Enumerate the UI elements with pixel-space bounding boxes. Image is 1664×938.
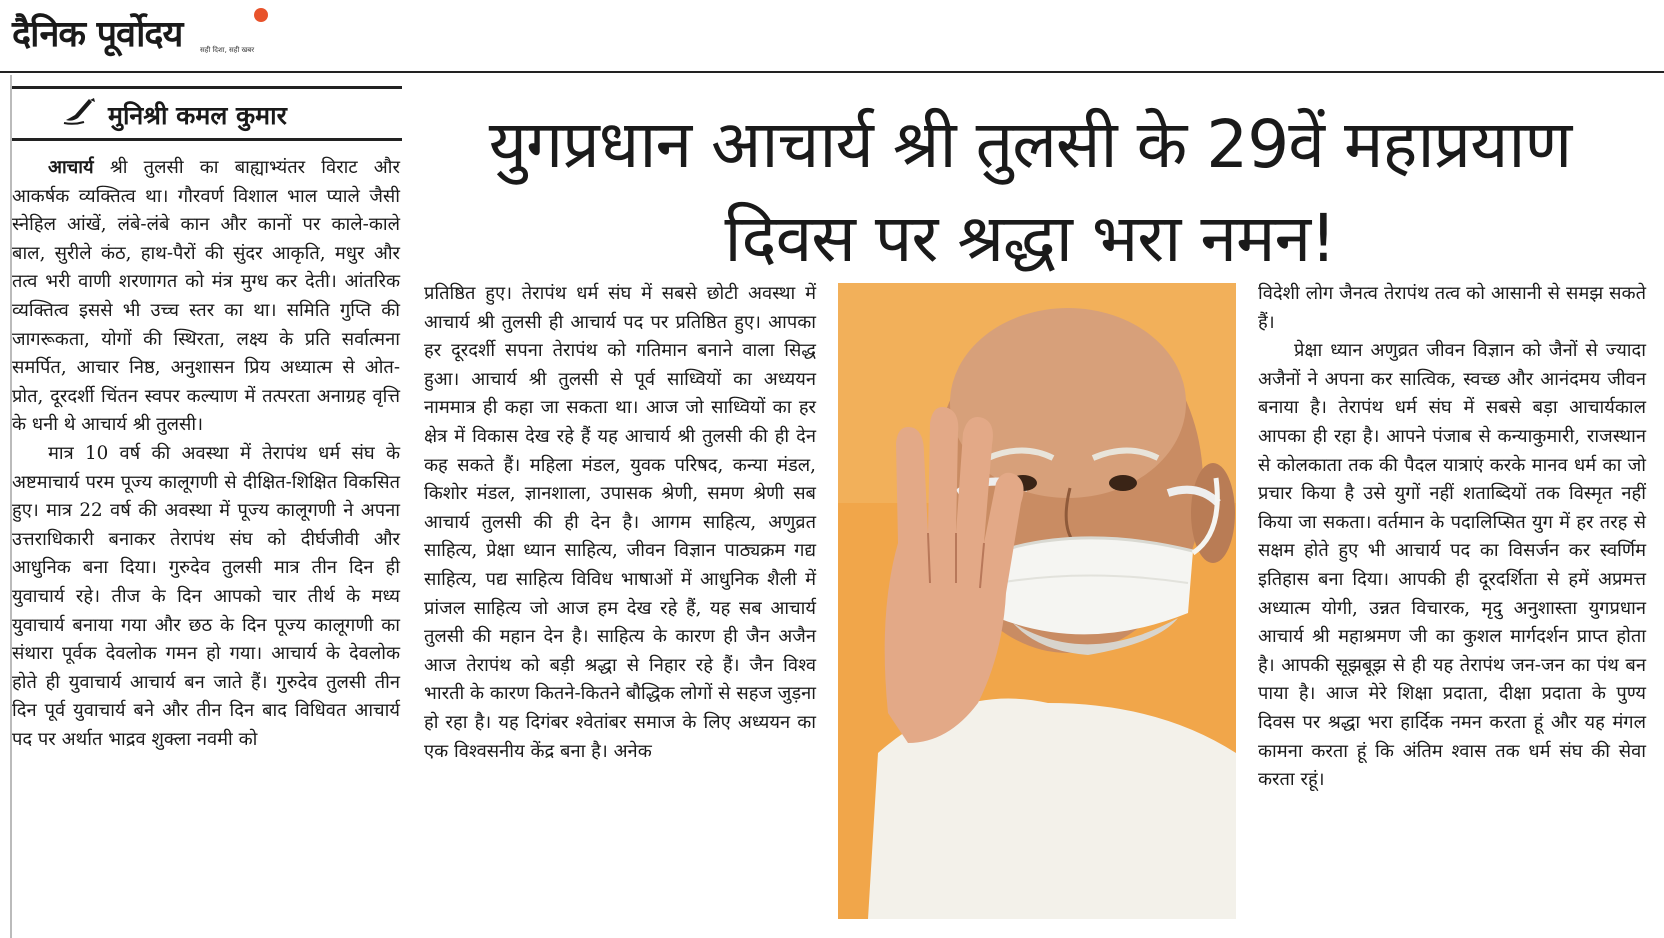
paragraph-5: प्रेक्षा ध्यान अणुव्रत जीवन विज्ञान को जैनों से ज्यादा अजैनों ने अपना कर सात्विक, स्वच्छ और आनंदमय जीवन बनाया है। तेरापंथ धर्म संघ में सबसे बड़ा आचार्यकाल आपका ही रहा है। आपने पंजाब से कन्याकुमारी, राजस्थान से कोलकाता तक की पैदल यात्राएं करके मानव धर्म का जो प्रचार किया है उसे युगों नहीं शताब्दियों तक विस्मृत नहीं किया जा सकता। वर्तमान के पदालिप्सित युग में हर तरह से सक्षम होते हुए भी आचार्य पद का विसर्जन कर स्वर्णिम इतिहास बना दिया। आपकी ही दूरदर्शिता से हमें अप्रमत्त अध्यात्म योगी, उन्नत विचारक, मृदु अनुशास्ता युगप्रधान आचार्य श्री महाश्रमण जी का कुशल मार्गदर्शन प्राप्त होता है। आपकी सूझबूझ से ही यह तेरापंथ जन-जन का पंथ बन पाया है। आज मेरे शिक्षा प्रदाता, दीक्षा प्रदाता के पुण्य दिवस पर श्रद्धा भरा हार्दिक नमन करता हूं और यह मंगल कामना करता हूं कि अंतिम श्वास तक धर्म संघ की सेवा करता रहूं। [1258, 340, 1646, 791]
masthead-logo-dot [254, 8, 268, 22]
newspaper-title: दैनिक पूर्वोदय [12, 14, 183, 55]
masthead-divider [0, 71, 1664, 73]
article-column-2 [424, 280, 816, 766]
byline-bottom-rule [12, 138, 402, 141]
lead-word: आचार्य [48, 157, 94, 178]
headline-line-1: युगप्रधान आचार्य श्री तुलसी के 29वें महाप्रयाण [488, 106, 1572, 183]
paragraph-4: विदेशी लोग जैनत्व तेरापंथ तत्व को आसानी से समझ सकते हैं। [1258, 283, 1646, 333]
acharya-tulsi-photo [838, 283, 1236, 919]
article-column-1 [12, 154, 400, 754]
byline-top-rule [12, 86, 402, 89]
paragraph-2: मात्र 10 वर्ष की अवस्था में तेरापंथ धर्म संघ के अष्टमाचार्य परम पूज्य कालूगणी से दीक्षित-शिक्षित विकसित हुए। मात्र 22 वर्ष की अवस्था में पूज्य कालूगणी ने अपना उत्तराधिकारी बनाकर तेरापंथ संघ को दीर्घजीवी और आधुनिक बना दिया। गुरुदेव तुलसी मात्र तीन दिन ही युवाचार्य रहे। तीज के दिन आपको चार तीर्थ के मध्य युवाचार्य बनाया गया और छठ के दिन पूज्य कालूगणी का संथारा पूर्वक देवलोक गमन हो गया। आचार्य के देवलोक होते ही युवाचार्य आचार्य बन जाते हैं। गुरुदेव तुलसी तीन दिन पूर्व युवाचार्य बने और तीन दिन बाद विधिवत आचार्य पद पर अर्थात भाद्रव शुक्ला नवमी को [12, 442, 400, 750]
paragraph-3: प्रतिष्ठित हुए। तेरापंथ धर्म संघ में सबसे छोटी अवस्था में आचार्य श्री तुलसी ही आचार्य पद पर प्रतिष्ठित हुए। आपका हर दूरदर्शी सपना तेरापंथ को गतिमान बनाने वाला सिद्ध हुआ। आचार्य श्री तुलसी से पूर्व साध्वियों का अध्ययन नाममात्र ही कहा जा सकता था। आज जो साध्वियों का हर क्षेत्र में विकास देख रहे हैं यह आचार्य श्री तुलसी की ही देन कह सकते हैं। महिला मंडल, युवक परिषद, कन्या मंडल, किशोर मंडल, ज्ञानशाला, उपासक श्रेणी, समण श्रेणी सब आचार्य तुलसी की ही देन है। आगम साहित्य, अणुव्रत साहित्य, प्रेक्षा ध्यान साहित्य, जीवन विज्ञान पाठ्यक्रम गद्य साहित्य, पद्य साहित्य विविध भाषाओं में आधुनिक शैली में प्रांजल साहित्य जो आज हम देख रहे हैं, यह सब आचार्य तुलसी की महान देन है। साहित्य के कारण ही जैन अजैन आज तेरापंथ को बड़ी श्रद्धा से निहार रहे हैं। जैन विश्व भारती के कारण कितने-कितने बौद्धिक लोगों से सहज जुड़ना हो रहा है। यह दिगंबर श्वेतांबर समाज के लिए अध्ययन का एक विश्वसनीय केंद्र बना है। अनेक [424, 283, 817, 762]
masthead-tagline: सही दिशा, सही खबर [200, 46, 255, 54]
paragraph-1-body: श्री तुलसी का बाह्याभ्यंतर विराट और आकर्षक व्यक्तित्व था। गौरवर्ण विशाल भाल प्याले जैसी स्नेहिल आंखें, लंबे-लंबे कान और कानों पर काले-काले बाल, सुरीले कंठ, हाथ-पैरों की सुंदर आकृति, मधुर और तत्व भरी वाणी शरणागत को मंत्र मुग्ध कर देती। आंतरिक व्यक्तित्व इससे भी उच्च स्तर का था। समिति गुप्ति की जागरूकता, योगों की स्थिरता, लक्ष्य के प्रति सर्वात्मना समर्पित, आचार निष्ठ, अनुशासन प्रिय अध्यात्म से ओत-प्रोत, दूरदर्शी चिंतन स्वपर कल्याण में तत्परता अनाग्रह वृत्ति के धनी थे आचार्य श्री तुलसी। [12, 157, 400, 436]
article-headline [420, 98, 1640, 286]
article-column-3 [1258, 280, 1646, 795]
pen-writing-icon [62, 96, 98, 126]
author-byline: मुनिश्री कमल कुमार [108, 101, 287, 130]
headline-line-2: दिवस पर श्रद्धा भरा नमन! [724, 200, 1336, 277]
masthead [12, 8, 282, 70]
